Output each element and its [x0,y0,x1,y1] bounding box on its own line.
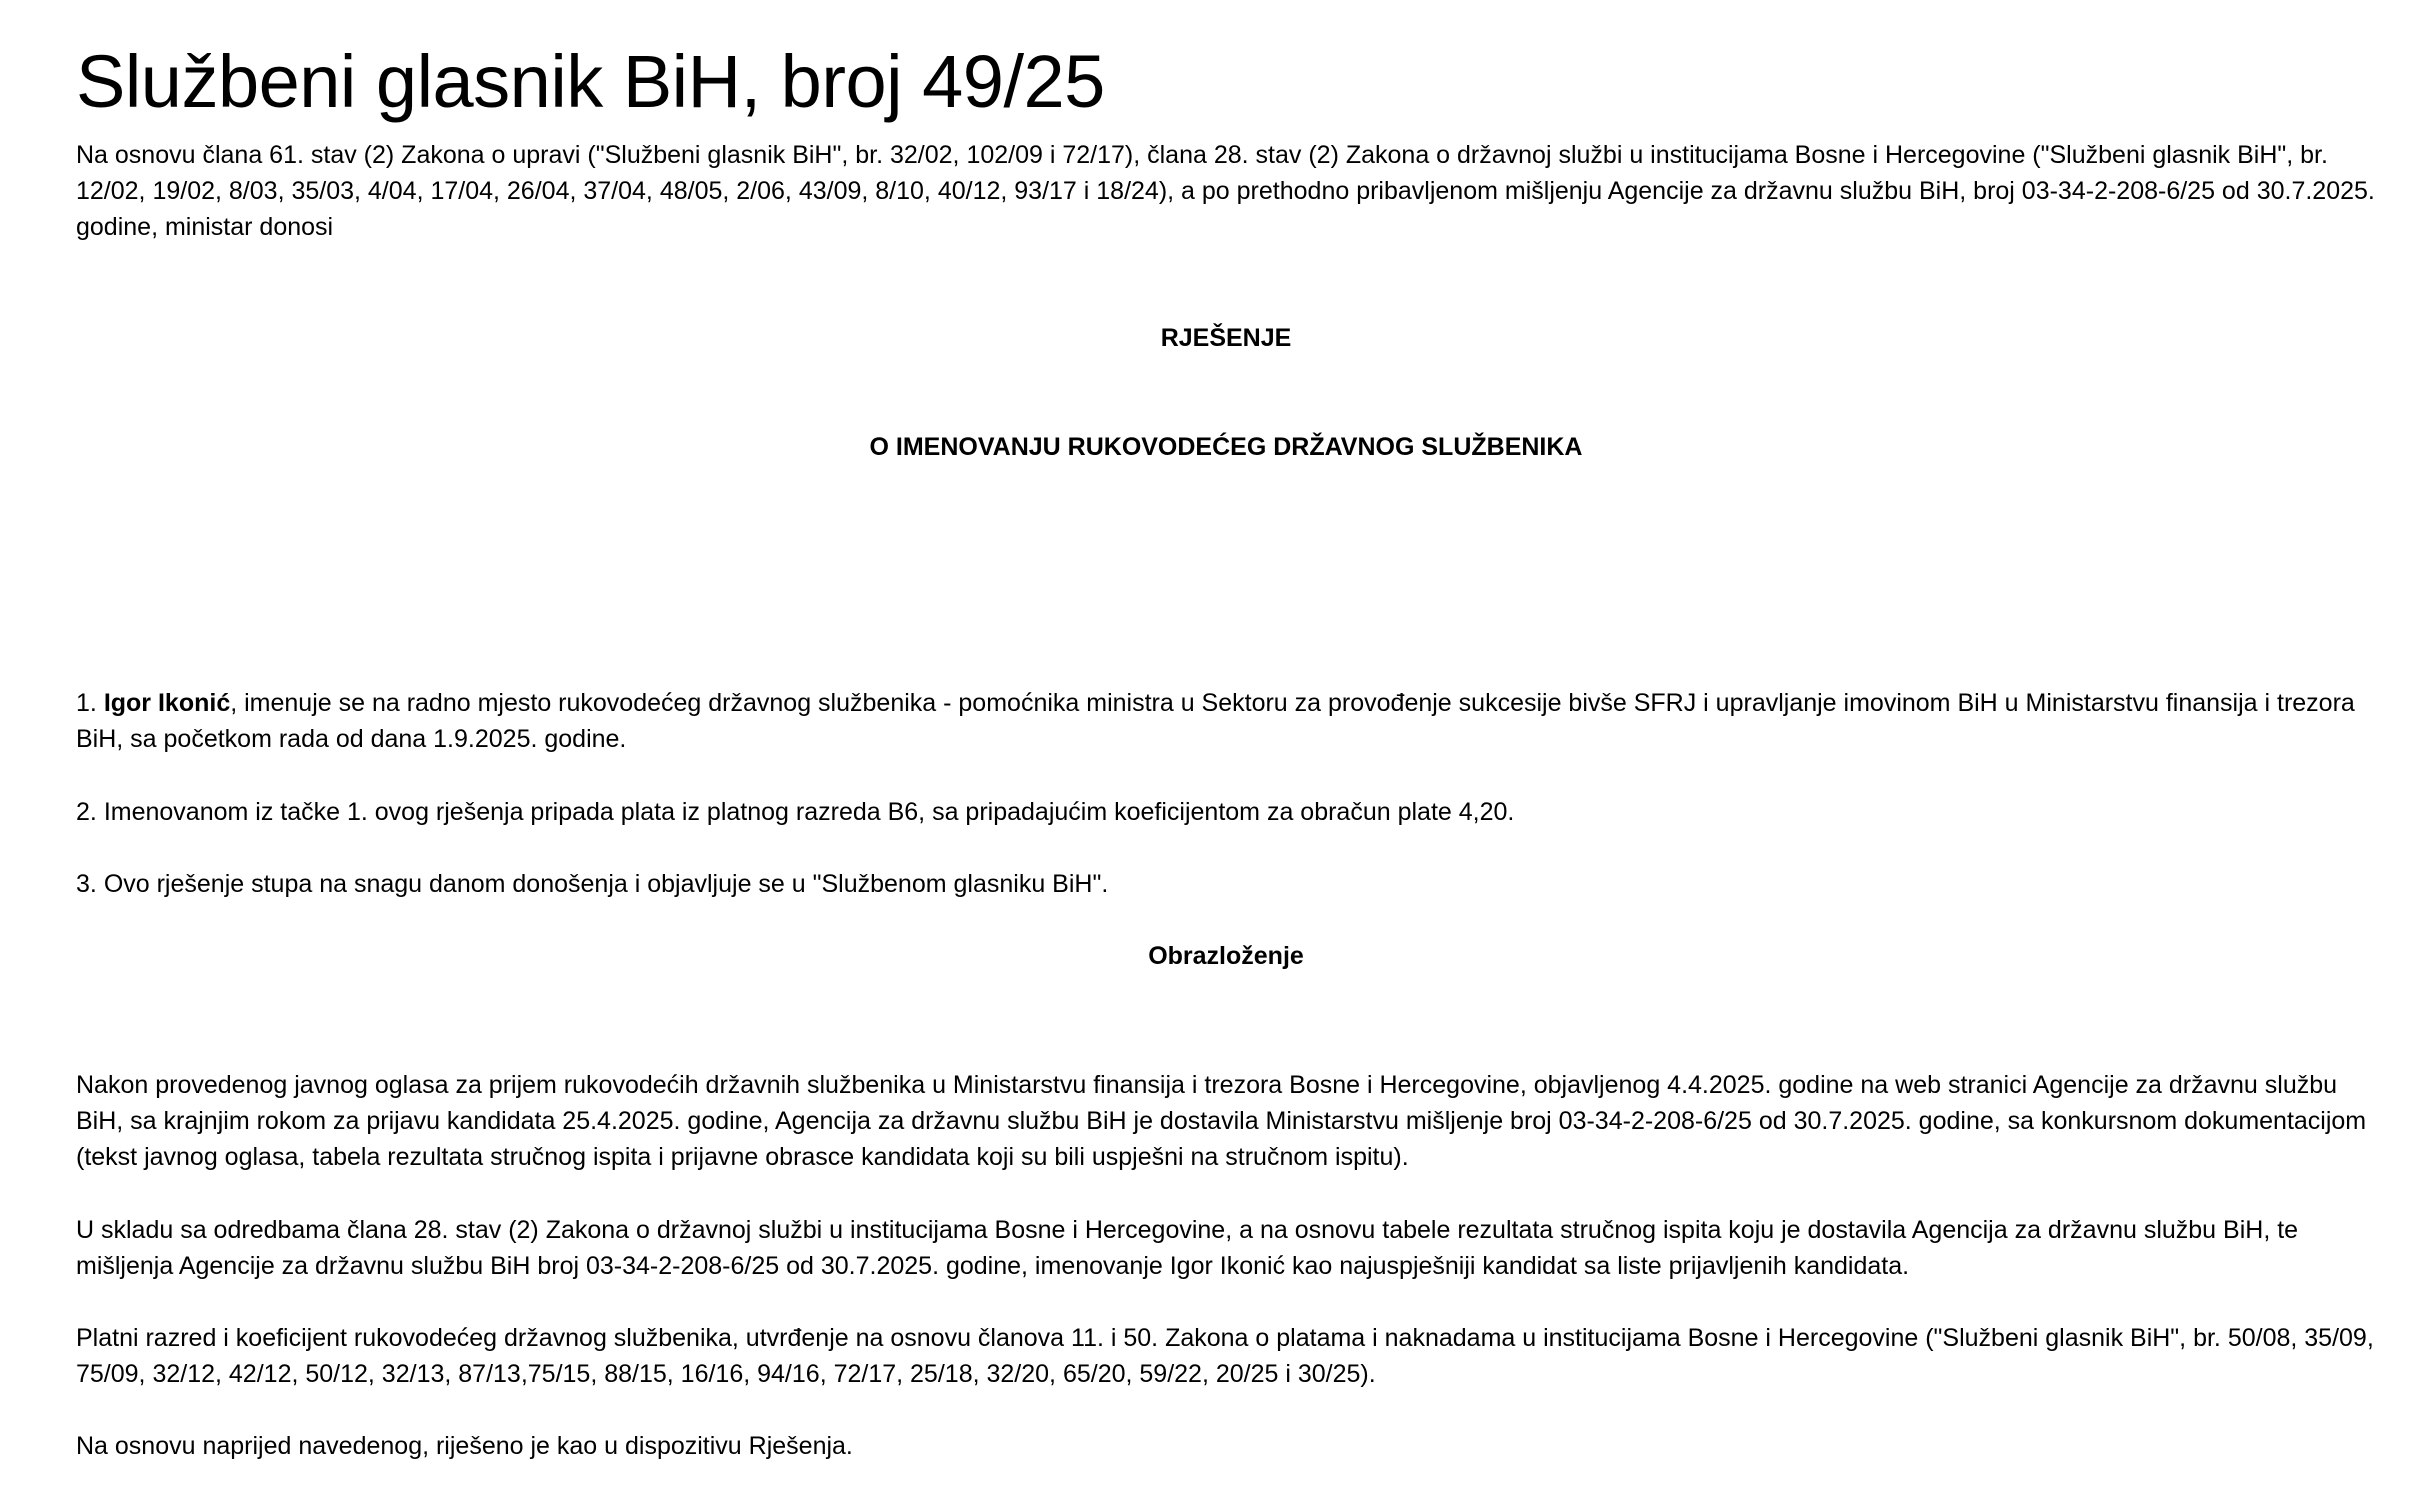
list-item-1 [76,685,2376,757]
reasoning-heading: Obrazloženje [1148,942,1304,970]
preamble-paragraph: Na osnovu člana 61. stav (2) Zakona o upravi ("Službeni glasnik BiH", br. 32/02, 102/09 i 72/17), člana 28. stav (2) Zakona o državnoj službi u institucijama Bosne i Hercegovine ("Službeni glasnik BiH", br. 12/02, 19/02, 8/03, 35/03, 4/04, 17/04, 26/04, 37/04, 48/05, 2/06, 43/09, 8/10, 40/12, 93/17 i 18/24), a po prethodno pribavljenom mišljenju Agencije za državnu službu BiH, broj 03-34-2-208-6/25 od 30.7.2025. godine, ministar donosi [76,141,2375,241]
item-number: 2. [76,798,97,826]
item-text: Imenovanom iz tačke 1. ovog rješenja pripada plata iz platnog razreda B6, sa pripadajućim koeficijentom za obračun plate 4,20. [103,798,1515,826]
appointee-name: Igor Ikonić [103,689,231,717]
decision-heading: RJEŠENJE [1160,324,1292,352]
reasoning-paragraph: Na osnovu naprijed navedenog, riješeno je kao u dispozitivu Rješenja. [76,1432,853,1460]
item-text: Ovo rješenje stupa na snagu danom donošenja i objavljuje se u "Službenom glasniku BiH". [103,870,1109,898]
reasoning-paragraph: Nakon provedenog javnog oglasa za prijem rukovodećih državnih službenika u Ministarstvu finansija i trezora Bosne i Hercegovine, objavljenog 4.4.2025. godine na web stranici Agencije za državnu službu BiH, sa krajnjim rokom za prijavu kandidata 25.4.2025. godine, Agencija za državnu službu BiH je dostavila Ministarstvu mišljenje broj 03-34-2-208-6/25 od 30.7.2025. godine, sa konkursnom dokumentacijom (tekst javnog oglasa, tabela rezultata stručnog ispita i prijavne obrasce kandidata koji su bili uspješni na stručnom ispitu). [76,1071,2367,1171]
item-number: 1. [76,689,97,717]
item-text: , imenuje se na radno mjesto rukovodećeg državnog službenika - pomoćnika ministra u Sektoru za provođenje sukcesije bivše SFRJ i upravljanje imovinom BiH u Ministarstvu finansija i trezora BiH, sa početkom rada od dana 1.9.2025. godine. [76,689,2355,753]
reasoning-paragraph: U skladu sa odredbama člana 28. stav (2) Zakona o državnoj službi u institucijama Bosne i Hercegovine, a na osnovu tabele rezultata stručnog ispita koju je dostavila Agencija za državnu službu BiH, te mišljenja Agencije za državnu službu BiH broj 03-34-2-208-6/25 od 30.7.2025. godine, imenovanje Igor Ikonić kao najuspješniji kandidat sa liste prijavljenih kandidata. [76,1216,2299,1280]
list-item-3 [76,866,2376,902]
reasoning-paragraph: Platni razred i koeficijent rukovodećeg državnog službenika, utvrđenje na osnovu članova 11. i 50. Zakona o platama i naknadama u institucijama Bosne i Hercegovine ("Službeni glasnik BiH", br. 50/08, 35/09, 75/09, 32/12, 42/12, 50/12, 32/13, 87/13,75/15, 88/15, 16/16, 94/16, 72/17, 25/18, 32/20, 65/20, 59/22, 20/25 i 30/25). [76,1324,2374,1388]
decision-subheading: O IMENOVANJU RUKOVODEĆEG DRŽAVNOG SLUŽBENIKA [869,433,1583,461]
item-number: 3. [76,870,97,898]
page-title: Službeni glasnik BiH, broj 49/25 [76,40,1105,123]
list-item-2 [76,794,2376,830]
